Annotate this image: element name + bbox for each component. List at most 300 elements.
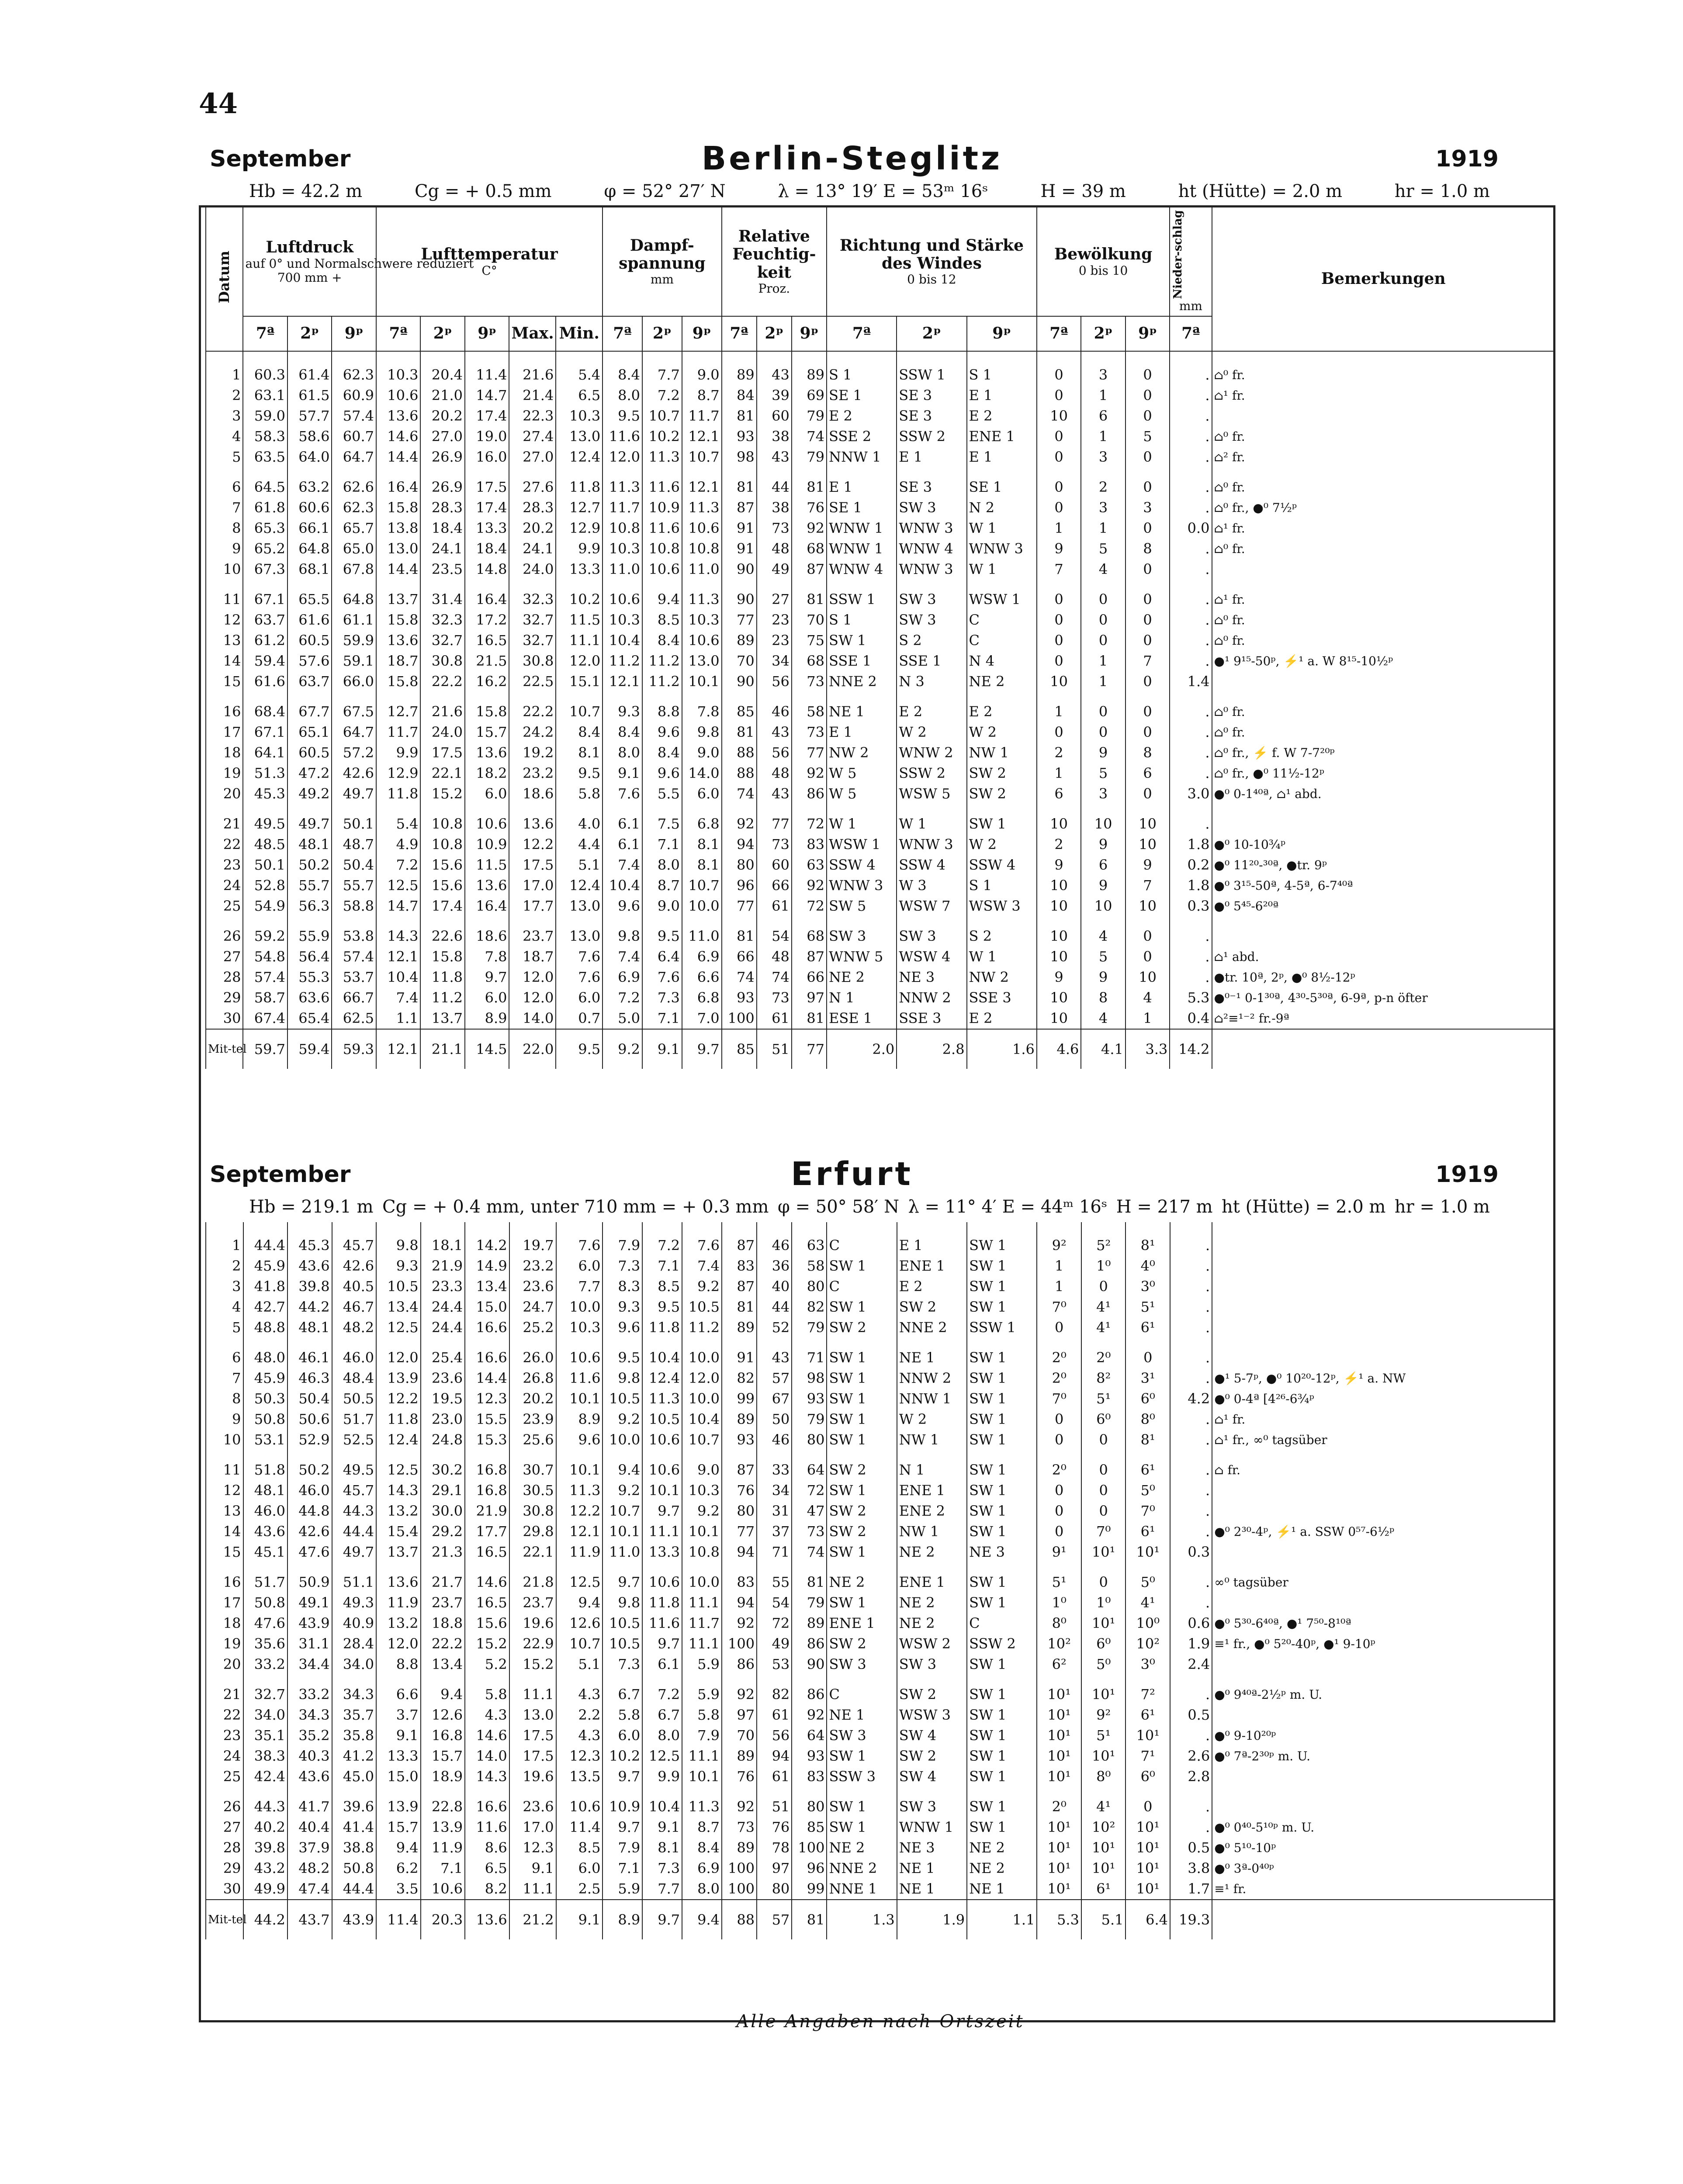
table-cell: NE 1 [897,1858,967,1879]
table-cell: 89 [722,1838,757,1858]
table-cell: 15.6 [465,1613,509,1634]
table-cell: 17.2 [465,610,509,630]
table-cell: NW 2 [827,743,897,763]
table-cell: 19.6 [509,1766,556,1787]
table-cell: 45.3 [287,1222,332,1256]
remark-cell: ⌂¹ fr. [1212,518,1555,539]
table-cell: SW 2 [967,763,1037,784]
table-cell: 15.8 [376,498,421,518]
table-cell: 2 [1037,834,1081,855]
table-cell: 28.4 [332,1634,377,1654]
table-cell: 10.5 [603,1389,642,1409]
table-cell: 8.6 [465,1838,509,1858]
table-cell: 90 [722,559,757,580]
table-cell: 21.5 [465,651,509,671]
table-cell: 92 [722,1787,757,1817]
table-cell: 71 [792,1338,827,1368]
table-cell: 82 [757,1675,792,1705]
table-cell: 1.9 [1170,1634,1212,1654]
table-cell: 41.8 [243,1276,288,1297]
table-cell: 12.4 [556,447,603,467]
table-cell: 16.8 [465,1480,509,1501]
table-cell: 11.3 [556,1480,603,1501]
table-cell: 61.5 [287,385,332,406]
table-cell: 9.0 [682,1450,722,1480]
table-cell: 54.9 [243,896,287,916]
mean-cell: 43.9 [332,1900,377,1939]
table-cell: 27 [757,580,792,610]
table-cell: 69 [792,385,827,406]
table-cell: 7.1 [642,1256,682,1276]
table-cell: 10.3 [603,610,642,630]
table-cell: 66 [722,947,757,967]
table-cell: 2⁰ [1037,1338,1081,1368]
table-cell: 9.6 [603,896,642,916]
table-cell: 19.5 [421,1389,465,1409]
table-cell: 10.6 [465,804,509,834]
table-cell: 11.0 [682,916,722,947]
remark-cell [1212,1766,1555,1787]
date-cell: 22 [206,834,243,855]
table-cell: WNW 2 [897,743,966,763]
table-cell: 100 [792,1838,827,1858]
table-cell: 8.7 [642,875,682,896]
table-cell: 6.7 [603,1675,642,1705]
remark-cell: ⌂⁰ fr., ●⁰ 7½ᵖ [1212,498,1555,518]
table-cell: 70 [722,651,757,671]
table-cell: SSE 1 [897,651,966,671]
table-cell: 23.7 [421,1593,465,1613]
table-cell: 10¹ [1081,1746,1126,1766]
table-cell: 48.0 [243,1338,288,1368]
mean-cell: 20.3 [421,1900,465,1939]
table-cell: 73 [792,671,827,692]
table-cell: E 2 [967,406,1037,426]
table-cell: 7.9 [603,1838,642,1858]
table-cell: 10.8 [420,834,465,855]
table-cell: 67.5 [332,692,376,722]
table-cell: WSW 3 [897,1705,967,1725]
table-cell: 11.1 [682,1593,722,1613]
table-cell: 0.4 [1170,1008,1212,1029]
table-cell: 16.6 [465,1317,509,1338]
table-cell: ENE 1 [897,1562,967,1593]
mean-cell: 14.5 [465,1029,509,1069]
table-cell: 9.4 [421,1675,465,1705]
table-cell: 9.5 [603,406,642,426]
table-cell: SW 1 [827,1297,897,1317]
table-cell: 8.1 [682,834,722,855]
table-cell: 0 [1125,447,1170,467]
table-cell: 6¹ [1125,1705,1170,1725]
table-cell: 12.6 [421,1705,465,1725]
header-datum: Datum [206,207,243,351]
table-cell: SSW 2 [897,426,966,447]
table-cell: . [1170,1501,1212,1521]
table-cell: 81 [722,467,757,498]
table-cell: 12.5 [556,1562,603,1593]
table-cell: 46 [757,1430,792,1450]
remark-cell: ⌂⁰ fr. [1212,610,1555,630]
table-cell: . [1170,967,1212,988]
table-cell: 10.4 [642,1787,682,1817]
table-row [206,630,1555,651]
table-cell: SW 3 [897,916,966,947]
table-row [206,351,1555,385]
remark-cell [1212,1542,1555,1562]
table-cell: . [1170,804,1212,834]
table-row [206,1297,1555,1317]
table-cell: SSW 2 [897,763,966,784]
table-row [206,498,1555,518]
table-cell: 51.7 [243,1562,288,1593]
table-cell: 42.6 [332,763,376,784]
table-cell: 10.1 [556,1389,603,1409]
table-cell: NE 2 [897,1593,967,1613]
table-cell: 49 [757,1634,792,1654]
table-cell: 9.6 [556,1430,603,1450]
table-cell: 21.9 [465,1501,509,1521]
table-cell: 6² [1037,1654,1081,1675]
table-cell: 0.7 [556,1008,603,1029]
table-cell: 60.6 [287,498,332,518]
table-cell: 17.5 [420,743,465,763]
table-row [206,947,1555,967]
table-cell: SW 3 [897,580,966,610]
table-cell: 10 [1037,804,1081,834]
table-cell: 92 [722,1613,757,1634]
meta-item: φ = 52° 27′ N [604,181,726,201]
table-cell: 18.6 [465,916,509,947]
table-cell: 0 [1125,518,1170,539]
table-cell: 10¹ [1125,1838,1170,1858]
table-cell: 14.3 [465,1766,509,1787]
table-cell: 89 [792,351,827,385]
table-cell: 14.0 [465,1746,509,1766]
table-cell: 44.4 [243,1222,288,1256]
table-cell: C [827,1276,897,1297]
remark-cell: ⌂⁰ fr. [1212,692,1555,722]
table-cell: 4 [1081,916,1125,947]
table-cell: 8.1 [556,743,603,763]
table-cell: 38.3 [243,1746,288,1766]
table-cell: 100 [722,1858,757,1879]
meta-item: H = 39 m [1040,181,1126,201]
table-cell: 55.7 [287,875,332,896]
table-cell: N 2 [967,498,1037,518]
table-cell: 92 [722,804,757,834]
meta-item: hr = 1.0 m [1394,1197,1490,1217]
table-cell: 0 [1037,651,1081,671]
hdr-7a: 7ª [1170,316,1212,351]
table-cell: 6.0 [603,1725,642,1746]
date-cell: 24 [206,875,243,896]
table-cell: 65.1 [287,722,332,743]
table-cell: 7.8 [465,947,509,967]
table-cell: 48.4 [332,1368,377,1389]
table-cell: 49.7 [332,784,376,804]
table-cell: 0 [1125,385,1170,406]
table-cell: 92 [792,1705,827,1725]
table-cell: SW 1 [967,804,1037,834]
table-cell: 10.7 [642,406,682,426]
table-cell: 20.2 [509,518,556,539]
date-cell: 6 [206,467,243,498]
table-cell: 3⁰ [1125,1654,1170,1675]
table-cell: 41.2 [332,1746,377,1766]
remark-cell: ⌂⁰ fr. [1212,630,1555,651]
table-cell: 10.7 [682,875,722,896]
table-cell: 10.7 [682,447,722,467]
table-cell: 0 [1125,916,1170,947]
table-cell: . [1170,1297,1212,1317]
weather-table [205,1222,1555,1939]
mean-cell: 59.3 [332,1029,376,1069]
table-cell: 36 [757,1256,792,1276]
date-cell: 16 [206,1562,243,1593]
table-cell: 83 [792,1766,827,1787]
table-row [206,1450,1555,1480]
table-cell: 45.9 [243,1256,288,1276]
table-cell: . [1170,743,1212,763]
table-cell: 0 [1125,784,1170,804]
remark-cell: ⌂¹ fr. [1212,580,1555,610]
table-cell: 22.8 [421,1787,465,1817]
station-meta [205,181,1499,207]
table-cell: 5.9 [682,1675,722,1705]
table-row [206,1725,1555,1746]
table-cell: 7.0 [682,1008,722,1029]
table-cell: SW 1 [967,1430,1037,1450]
header-bemerkungen: Bemerkungen [1212,207,1555,351]
table-cell: 2⁰ [1037,1450,1081,1480]
table-cell: 1 [1037,1256,1081,1276]
table-cell: 62.3 [332,498,376,518]
table-cell: 60.5 [287,743,332,763]
hdr-2p: 2ᵖ [642,316,682,351]
table-cell: 37 [757,1521,792,1542]
table-cell: 26.0 [509,1338,556,1368]
table-cell: 6.8 [682,988,722,1008]
table-cell: 13.2 [376,1613,421,1634]
date-cell: 13 [206,1501,243,1521]
table-cell: 89 [722,1746,757,1766]
table-row [206,1521,1555,1542]
table-cell: 65.7 [332,518,376,539]
table-cell: 100 [722,1879,757,1900]
date-cell: 24 [206,1746,243,1766]
table-cell: 44.8 [287,1501,332,1521]
mean-cell: 21.1 [420,1029,465,1069]
table-cell: 13.6 [465,743,509,763]
table-cell: 10.0 [682,1389,722,1409]
table-cell: 7.4 [603,855,642,875]
table-cell: 11.1 [509,1675,556,1705]
table-cell: 23.6 [421,1368,465,1389]
table-cell: 9.8 [603,1593,642,1613]
table-cell: 58 [792,1256,827,1276]
table-cell: 58 [792,692,827,722]
table-row [206,610,1555,630]
header-niederschlag: Nieder-schlag mm [1170,207,1212,316]
table-cell: 10 [1081,804,1125,834]
remark-cell: ●⁰ 0-1⁴⁰ª, ⌂¹ abd. [1212,784,1555,804]
table-cell: 15.1 [556,671,603,692]
table-cell: SW 1 [967,1675,1037,1705]
table-cell: 43 [757,784,792,804]
table-cell: 9 [1081,967,1125,988]
mean-cell: 43.7 [287,1900,332,1939]
table-cell: 12.5 [376,1317,421,1338]
table-cell: 10.6 [556,1338,603,1368]
table-cell: 10.5 [682,1297,722,1317]
table-cell: 48.2 [332,1317,377,1338]
table-cell: 23.0 [421,1409,465,1430]
table-cell: 77 [757,804,792,834]
table-cell: NNE 1 [827,1879,897,1900]
table-cell: 6.9 [682,1858,722,1879]
table-cell: 1 [1037,1276,1081,1297]
table-cell: 0 [1125,692,1170,722]
table-cell: 1.8 [1170,875,1212,896]
table-cell: 30.0 [421,1501,465,1521]
table-cell: 8.4 [642,743,682,763]
table-cell: 13.0 [556,896,603,916]
table-cell: 10.3 [682,1480,722,1501]
table-cell: 0.2 [1170,855,1212,875]
table-cell: 74 [722,784,757,804]
table-cell: 70 [722,1725,757,1746]
table-row [206,1766,1555,1787]
table-cell: 96 [792,1858,827,1879]
table-cell: 9.0 [682,351,722,385]
table-cell: 61 [757,1766,792,1787]
table-cell: SSW 1 [827,580,897,610]
table-cell: 17.4 [465,406,509,426]
table-cell: 10¹ [1037,1725,1081,1746]
table-cell: 1⁰ [1037,1593,1081,1613]
date-cell: 10 [206,1430,243,1450]
table-cell: 10 [1037,947,1081,967]
table-cell: 49.3 [332,1593,377,1613]
table-cell: 22.6 [420,916,465,947]
table-cell: 6.0 [465,784,509,804]
table-cell: 9.7 [603,1817,642,1838]
table-cell: 10 [1125,834,1170,855]
mean-cell: 14.2 [1170,1029,1212,1069]
table-cell: . [1170,1450,1212,1480]
table-cell: 51.8 [243,1450,288,1480]
table-cell: SW 1 [827,1817,897,1838]
date-cell: 21 [206,804,243,834]
hdr-7a: 7ª [603,316,642,351]
table-cell: WNW 5 [827,947,897,967]
mean-label: Mit-tel [206,1029,243,1069]
table-cell: SW 1 [827,1593,897,1613]
table-cell: 12.5 [642,1746,682,1766]
table-cell: NE 2 [897,1542,967,1562]
table-cell: 63.6 [287,988,332,1008]
table-cell: 55.3 [287,967,332,988]
date-cell: 18 [206,1613,243,1634]
table-cell: 24.1 [509,539,556,559]
table-cell: 14.3 [376,1480,421,1501]
table-cell: 5.1 [556,1654,603,1675]
table-cell: 13.9 [421,1817,465,1838]
table-cell: 4.3 [465,1705,509,1725]
table-cell: 61.4 [287,351,332,385]
table-cell: ENE 1 [967,426,1037,447]
table-cell: 10.1 [682,1766,722,1787]
table-cell: NNE 2 [827,1858,897,1879]
table-cell: W 5 [827,763,897,784]
table-cell: 17.5 [509,855,556,875]
table-cell: 0 [1081,580,1125,610]
table-cell: 10¹ [1125,1542,1170,1562]
table-cell: SW 1 [827,630,897,651]
table-cell: 98 [722,447,757,467]
table-cell: 10.9 [465,834,509,855]
table-cell: 99 [792,1879,827,1900]
table-cell: 46.0 [243,1501,288,1521]
table-cell: 7.9 [603,1222,642,1256]
table-cell: 46.0 [332,1338,377,1368]
table-cell: 11.9 [556,1542,603,1562]
table-cell: 0 [1037,1430,1081,1450]
table-cell: 5.8 [603,1705,642,1725]
table-cell: 10.7 [603,1501,642,1521]
table-cell: 21.7 [421,1562,465,1593]
table-cell: 10¹ [1037,1858,1081,1879]
table-cell: 2⁰ [1037,1787,1081,1817]
table-cell: WNW 1 [827,539,897,559]
table-cell: 9² [1037,1222,1081,1256]
table-cell: SSW 2 [967,1634,1037,1654]
table-cell: 50.4 [332,855,376,875]
table-cell: 97 [722,1705,757,1725]
table-cell: 9.1 [603,763,642,784]
table-cell: 48.1 [287,1317,332,1338]
table-cell: 61 [757,1705,792,1725]
table-cell: 57.2 [332,743,376,763]
table-cell: 7.1 [642,1008,682,1029]
table-cell: 11.6 [642,1613,682,1634]
remark-cell: ≡¹ fr., ●⁰ 5²⁰-40ᵖ, ●¹ 9-10ᵖ [1212,1634,1555,1654]
table-cell: 11.3 [642,1389,682,1409]
table-cell: 64.1 [243,743,287,763]
table-row [206,1705,1555,1725]
table-cell: 8.0 [682,1879,722,1900]
table-cell: 10.0 [682,1562,722,1593]
table-cell: 23.3 [421,1276,465,1297]
remark-cell: ●⁰⁻¹ 0-1³⁰ª, 4³⁰-5³⁰ª, 6-9ª, p-n öfter [1212,988,1555,1008]
table-cell: SW 3 [897,498,966,518]
table-cell: 7.4 [603,947,642,967]
table-cell: 7.2 [603,988,642,1008]
table-cell: 2 [1081,467,1125,498]
date-cell: 25 [206,896,243,916]
table-cell: 5.8 [682,1705,722,1725]
table-cell: SW 1 [967,1480,1037,1501]
table-cell: 49.5 [332,1450,377,1480]
table-cell: 15.4 [376,1521,421,1542]
table-cell: 63.1 [243,385,287,406]
hdr-2p: 2ᵖ [420,316,465,351]
table-cell: SW 1 [967,1409,1037,1430]
table-cell: 30.7 [509,1450,556,1480]
table-cell: 48.5 [243,834,287,855]
table-cell: SSE 3 [897,1008,966,1029]
